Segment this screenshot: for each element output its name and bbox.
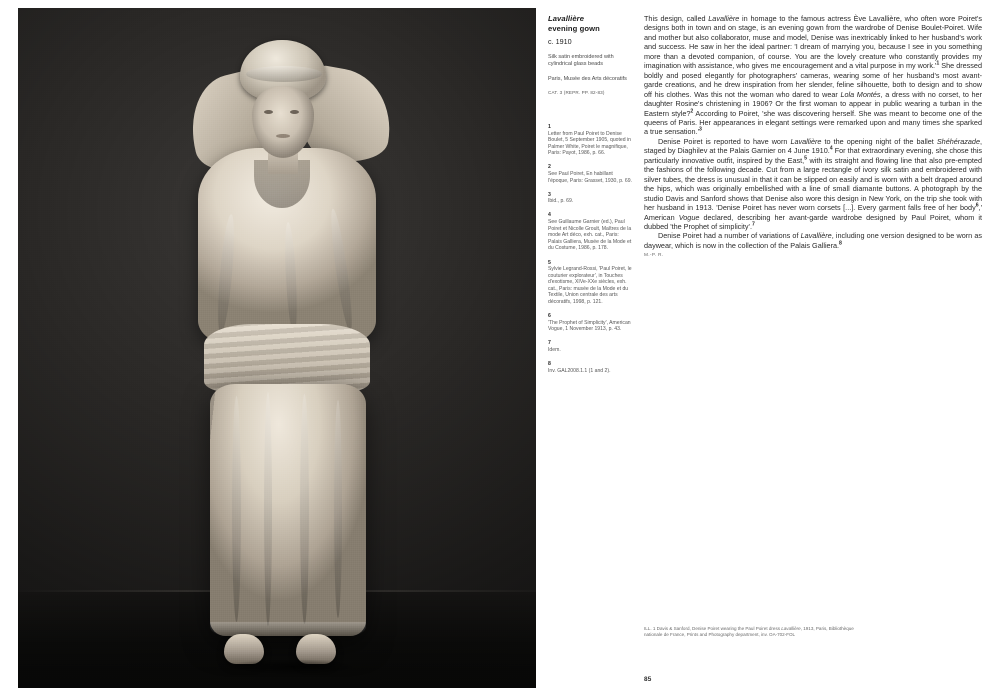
p2-text-g: declared, describing her avant-garde wardrobe designed by Paul Poiret, whom it dubbed 'the Prophet of simplicity'. (644, 212, 982, 231)
illustration-text-a: Davis & Sanford, Denise Poiret wearing the Paul Poiret dress (655, 626, 782, 631)
object-catalogue-ref: CAT. 3 (REPR. PP. 82-83) (548, 90, 605, 96)
photograph-denise-poiret (18, 8, 536, 688)
footnote (548, 192, 634, 205)
footnote (548, 313, 634, 333)
p1-text-e: According to Poiret, 'she was discovering herself. She was meant to become one of the queens of Paris. Her appearances in elegant settings were remarked upon and many times she sparked a true sensation.' (644, 108, 982, 137)
p2-footnote-marker-6: 6 (975, 202, 979, 209)
p2-text-b: to the opening night of the ballet (821, 136, 937, 146)
p1-footnote-marker-2: 2 (690, 108, 694, 115)
p1-text-b: in homage to the famous actress Ève Lavallière, who often wore Poiret's designs both in town and on stage, is an evening gown from the wardrobe of Denise Boulet-Poiret. Wife and mother but also collaborator, muse and model, Denise was inextricably linked to her husband's work and success. He saw in her the ideal partner: 'I dream of marrying you, because I see in you something more than a devoted companion, of course. You are the lovely creature who constantly provides my imagination with assistance, who gives me encouragement and a vital purpose in my work.' (644, 14, 982, 71)
object-material: Silk satin embroidered with cylindrical glass beads (548, 53, 614, 68)
p1-text-c: She dressed boldly and posed elegantly for photographers' cameras, wearing some of her husband's most avant-garde creations, and he drew inspiration from her slender, feline silhouette, both to design and to show off his clothes. Was this not the woman who dared to wear (644, 61, 982, 99)
footnote-text: Idem. (548, 347, 561, 354)
footnote (548, 260, 634, 306)
body-paragraph-3 (644, 231, 982, 250)
p2-footnote-marker-7: 7 (751, 221, 755, 228)
object-title-italic: Lavallière (548, 14, 585, 23)
footnote-text: Inv. GAL2008.1.1 (1 and 2). (548, 367, 611, 374)
object-caption-column (548, 14, 634, 96)
footnote (548, 164, 634, 184)
footnote-text: Ibid., p. 69. (548, 198, 574, 205)
author-initials: M.-P. R. (644, 253, 664, 259)
p2-text-f: ,' American (644, 203, 982, 222)
body-paragraph-1 (644, 14, 982, 137)
footnote-text: Sylvie Legrand-Rossi, 'Paul Poiret, le couturier explorateur', in Touches d'exotisme, XIVe-XXe siècles, exh. cat., Paris: musée de la Mode et du Textile, Union centrale des arts décoratifs, 1998, p. 121. (548, 266, 632, 306)
p1-footnote-marker-3: 3 (699, 127, 702, 134)
right-page (536, 0, 1000, 696)
p2-footnote-marker-5: 5 (804, 155, 808, 162)
footnote-text: See Paul Poiret, En habillant l'époque, Paris: Grasset, 1930, p. 69. (548, 171, 632, 184)
p1-text-d: , a dress with no corset, to her daughter Rosine's christening in 1906? Or the first woman to appear in public wearing a turban in the Eastern style? (644, 89, 983, 118)
p1-italic-lavalliere: Lavallière (708, 14, 740, 23)
p2-italic-vogue: Vogue (678, 212, 700, 222)
footnote-number: 2 (548, 164, 551, 171)
p2-italic-lavalliere: Lavallière (790, 136, 822, 146)
footnote-text: Letter from Paul Poiret to Denise Boulet, 5 September 1905, quoted in Palmer White, Poiret le magnifique, Paris: Payot, 1986, p. 66. (548, 130, 631, 157)
footnote-text: 'The Prophet of Simplicity', American Vogue, 1 November 1913, p. 43. (548, 319, 631, 333)
illustration-italic-title: Lavallière (781, 626, 801, 631)
object-date: c. 1910 (548, 36, 572, 46)
object-title-rest: evening gown (548, 24, 600, 34)
p3-text-a: Denise Poiret had a number of variations of (658, 231, 801, 241)
p2-text-e: with its straight and flowing line that also pre-empted the fashions of the following decade. Cut from a large rectangle of ivory silk satin and embroidered with silver tubes, the dress is unusual in that it can be slipped on easily and is worn with a belt draped around the hips, which was originally embellished with a line of small diamante buttons. A photograph by the studio Davis and Sanford shows that Denise also wore this design in New York, on the trip she took with her husband in 1913. 'Denise Poiret has never worn corsets [...]. Every garment falls free of her body (644, 155, 982, 213)
illustration-caption (644, 626, 858, 638)
footnote (548, 340, 634, 353)
main-text-column (644, 14, 982, 258)
illustration-label: ILL. 1 (644, 626, 656, 631)
footnote (548, 124, 634, 157)
p3-text-b: , including one version designed to be worn as daywear, which is now in the collection of the Palais Galliera. (644, 231, 982, 250)
footnote-number: 3 (548, 191, 551, 198)
object-location: Paris, Musée des Arts décoratifs (548, 75, 627, 82)
p1-footnote-marker-1: 1 (936, 60, 940, 67)
p3-footnote-marker-8: 8 (839, 240, 842, 247)
p1-text-a: This design, called (644, 14, 709, 23)
footnote-number: 4 (548, 212, 551, 219)
footnotes-list (548, 124, 634, 382)
footnote-number: 5 (548, 259, 551, 266)
illustration-text-b: , 1913, Paris, Bibliothèque nationale de France, Prints and Photography department, inv. OA-702-FOL (644, 626, 854, 638)
p1-italic-lola-montes: Lola Montés (840, 89, 881, 99)
photo-grain-overlay (18, 8, 536, 688)
footnote (548, 212, 634, 252)
p2-footnote-marker-4: 4 (829, 145, 833, 152)
p2-text-a: Denise Poiret is reported to have worn (658, 136, 791, 146)
p2-text-d: For that extraordinary evening, she chose this particularly innovative outfit, inspired by the East, (644, 146, 982, 165)
footnote-number: 7 (548, 340, 551, 347)
footnote-text: See Guillaume Garnier (ed.), Paul Poiret et Nicolle Groult, Maîtres de la mode Art déco, exh. cat., Paris: Palais Galliera, Musée de la Mode et du Costume, 1986, p. 178. (548, 219, 632, 252)
footnote-number: 6 (548, 313, 551, 320)
object-title (548, 14, 634, 35)
body-paragraph-2 (644, 137, 982, 232)
p2-text-c: , staged by Diaghilev at the Palais Garnier on 4 June 1910. (644, 136, 982, 156)
footnote-number: 8 (548, 361, 551, 368)
footnote-number: 1 (548, 124, 551, 130)
footnote (548, 361, 634, 374)
p3-italic-lavalliere: Lavallière (800, 231, 832, 241)
p2-italic-sheherazade: Shéhérazade (936, 136, 980, 146)
page-number: 85 (644, 676, 652, 683)
